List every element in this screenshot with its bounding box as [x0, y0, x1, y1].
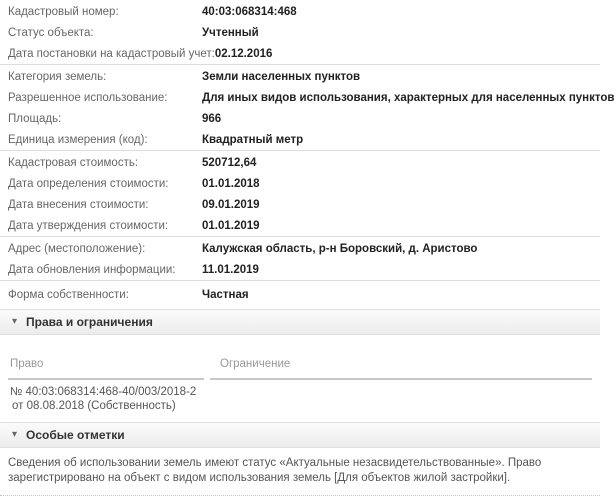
- info-value: 09.01.2019: [202, 198, 260, 211]
- info-label: Дата утверждения стоимости:: [8, 219, 169, 232]
- section-header-notes[interactable]: [0, 422, 600, 448]
- section-title: Особые отметки: [26, 428, 125, 442]
- info-label: Дата внесения стоимости:: [8, 198, 149, 211]
- info-row: [0, 43, 600, 64]
- info-row: [0, 22, 600, 43]
- land-category-section: [0, 65, 614, 151]
- column-header-right: Право: [10, 358, 44, 370]
- info-row: [0, 87, 614, 108]
- info-row: [0, 284, 600, 305]
- info-value: 966: [202, 112, 222, 125]
- info-label: Кадастровый номер:: [8, 5, 119, 18]
- info-label: Площадь:: [8, 112, 62, 125]
- right-record-date: от 08.08.2018 (Собственность): [12, 400, 176, 412]
- section-header-rights[interactable]: [0, 309, 600, 335]
- right-record: [8, 380, 592, 422]
- collapse-arrow-icon: ▾: [12, 429, 18, 440]
- info-value: 40:03:068314:468: [202, 5, 297, 18]
- info-row: [0, 259, 600, 280]
- info-value: Земли населенных пунктов: [202, 70, 361, 83]
- rights-table: [0, 354, 600, 422]
- right-record-number: № 40:03:068314:468-40/003/2018-2: [10, 386, 197, 398]
- info-value: Частная: [202, 288, 249, 301]
- info-row: [0, 152, 600, 173]
- column-right: [8, 354, 204, 380]
- info-label: Дата постановки на кадастровый учет:: [8, 47, 215, 60]
- info-value: Учтенный: [202, 26, 259, 39]
- info-label: Единица измерения (код):: [8, 133, 148, 146]
- info-value: Для иных видов использования, характерных для населенных пунктов: [202, 91, 614, 104]
- ownership-section: [0, 281, 600, 309]
- info-value: Калужская область, р-н Боровский, д. Аристово: [202, 242, 478, 255]
- rights-table-header: [8, 354, 592, 380]
- section-title: Права и ограничения: [26, 315, 153, 329]
- info-value: 520712,64: [202, 156, 257, 169]
- info-row: [0, 238, 600, 259]
- info-label: Адрес (местоположение):: [8, 242, 146, 255]
- info-row: [0, 215, 600, 236]
- info-label: Дата обновления информации:: [8, 263, 176, 276]
- info-label: Разрешенное использование:: [8, 91, 168, 104]
- cadastral-value-section: [0, 151, 600, 237]
- info-value: 02.12.2016: [214, 47, 273, 60]
- info-value: Квадратный метр: [202, 133, 304, 146]
- info-label: Статус объекта:: [8, 26, 94, 39]
- info-row: [0, 1, 600, 22]
- info-row: [0, 129, 600, 150]
- info-row: [0, 194, 600, 215]
- info-label: Кадастровая стоимость:: [8, 156, 139, 169]
- info-label: Категория земель:: [8, 70, 107, 83]
- column-restriction: [210, 354, 592, 380]
- info-value: 11.01.2019: [202, 263, 259, 276]
- object-identity-section: [0, 0, 600, 65]
- info-value: 01.01.2019: [202, 219, 260, 232]
- info-label: Дата определения стоимости:: [8, 177, 169, 190]
- info-row: [0, 173, 600, 194]
- collapse-arrow-icon: ▾: [12, 316, 18, 327]
- info-row: [0, 108, 600, 129]
- info-label: Форма собственности:: [8, 288, 129, 301]
- special-notes-text: Сведения об использовании земель имеют статус «Актуальные незасвидетельствованные». Право зарегистрировано на объект с видом использования земель [Для объектов жилой застройки].: [8, 457, 542, 484]
- info-value: 01.01.2018: [202, 177, 260, 190]
- address-section: [0, 237, 600, 281]
- info-row: [0, 66, 600, 87]
- column-header-restriction: Ограничение: [220, 358, 291, 370]
